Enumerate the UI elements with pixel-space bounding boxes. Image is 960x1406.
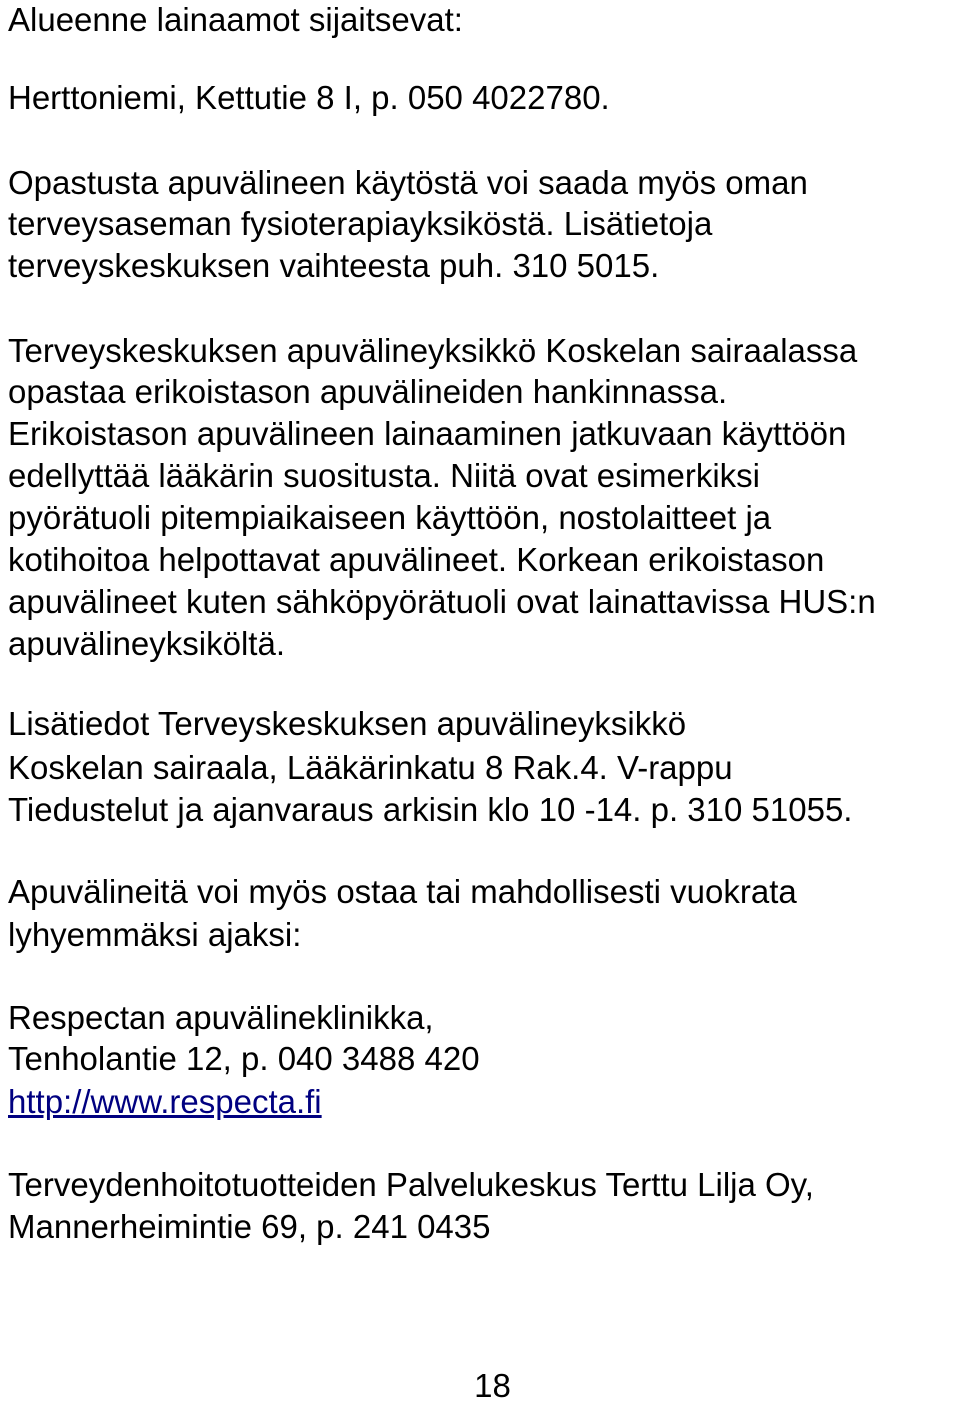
guidance-line-2: terveysaseman fysioterapiayksiköstä. Lisätietoja [8, 205, 713, 242]
respecta-address: Tenholantie 12, p. 040 3488 420 [8, 1040, 480, 1077]
special-unit-line-3: Erikoistason apuvälineen lainaaminen jatkuvaan käyttöön [8, 415, 847, 452]
special-unit-line-4: edellyttää lääkärin suositusta. Niitä ovat esimerkiksi [8, 457, 760, 494]
special-unit-line-8: apuvälineyksiköltä. [8, 625, 285, 662]
special-unit-line-5: pyörätuoli pitempiaikaiseen käyttöön, nostolaitteet ja [8, 499, 772, 536]
respecta-name: Respectan apuvälineklinikka, [8, 999, 434, 1036]
respecta-link[interactable]: http://www.respecta.fi [8, 1083, 322, 1120]
heading-locations: Alueenne lainaamot sijaitsevat: [8, 1, 463, 38]
page-number: 18 [474, 1367, 511, 1404]
terttu-line-2: Mannerheimintie 69, p. 241 0435 [8, 1208, 491, 1245]
terttu-line-1: Terveydenhoitotuotteiden Palvelukeskus Terttu Lilja Oy, [8, 1166, 814, 1203]
guidance-line-1: Opastusta apuvälineen käytöstä voi saada myös oman [8, 164, 808, 201]
purchase-line-1: Apuvälineitä voi myös ostaa tai mahdollisesti vuokrata [8, 873, 797, 910]
special-unit-line-7: apuvälineet kuten sähköpyörätuoli ovat lainattavissa HUS:n [8, 583, 876, 620]
more-info-line-2: Koskelan sairaala, Lääkärinkatu 8 Rak.4. V-rappu [8, 749, 733, 786]
more-info-line-1: Lisätiedot Terveyskeskuksen apuvälineyksikkö [8, 705, 687, 742]
more-info-line-3: Tiedustelut ja ajanvaraus arkisin klo 10 -14. p. 310 51055. [8, 791, 853, 828]
purchase-line-2: lyhyemmäksi ajaksi: [8, 916, 302, 953]
herttoniemi-address: Herttoniemi, Kettutie 8 I, p. 050 4022780. [8, 79, 610, 116]
special-unit-line-6: kotihoitoa helpottavat apuvälineet. Korkean erikoistason [8, 541, 825, 578]
special-unit-line-2: opastaa erikoistason apuvälineiden hankinnassa. [8, 373, 728, 410]
special-unit-line-1: Terveyskeskuksen apuvälineyksikkö Koskelan sairaalassa [8, 332, 858, 369]
guidance-line-3: terveyskeskuksen vaihteesta puh. 310 5015. [8, 247, 660, 284]
